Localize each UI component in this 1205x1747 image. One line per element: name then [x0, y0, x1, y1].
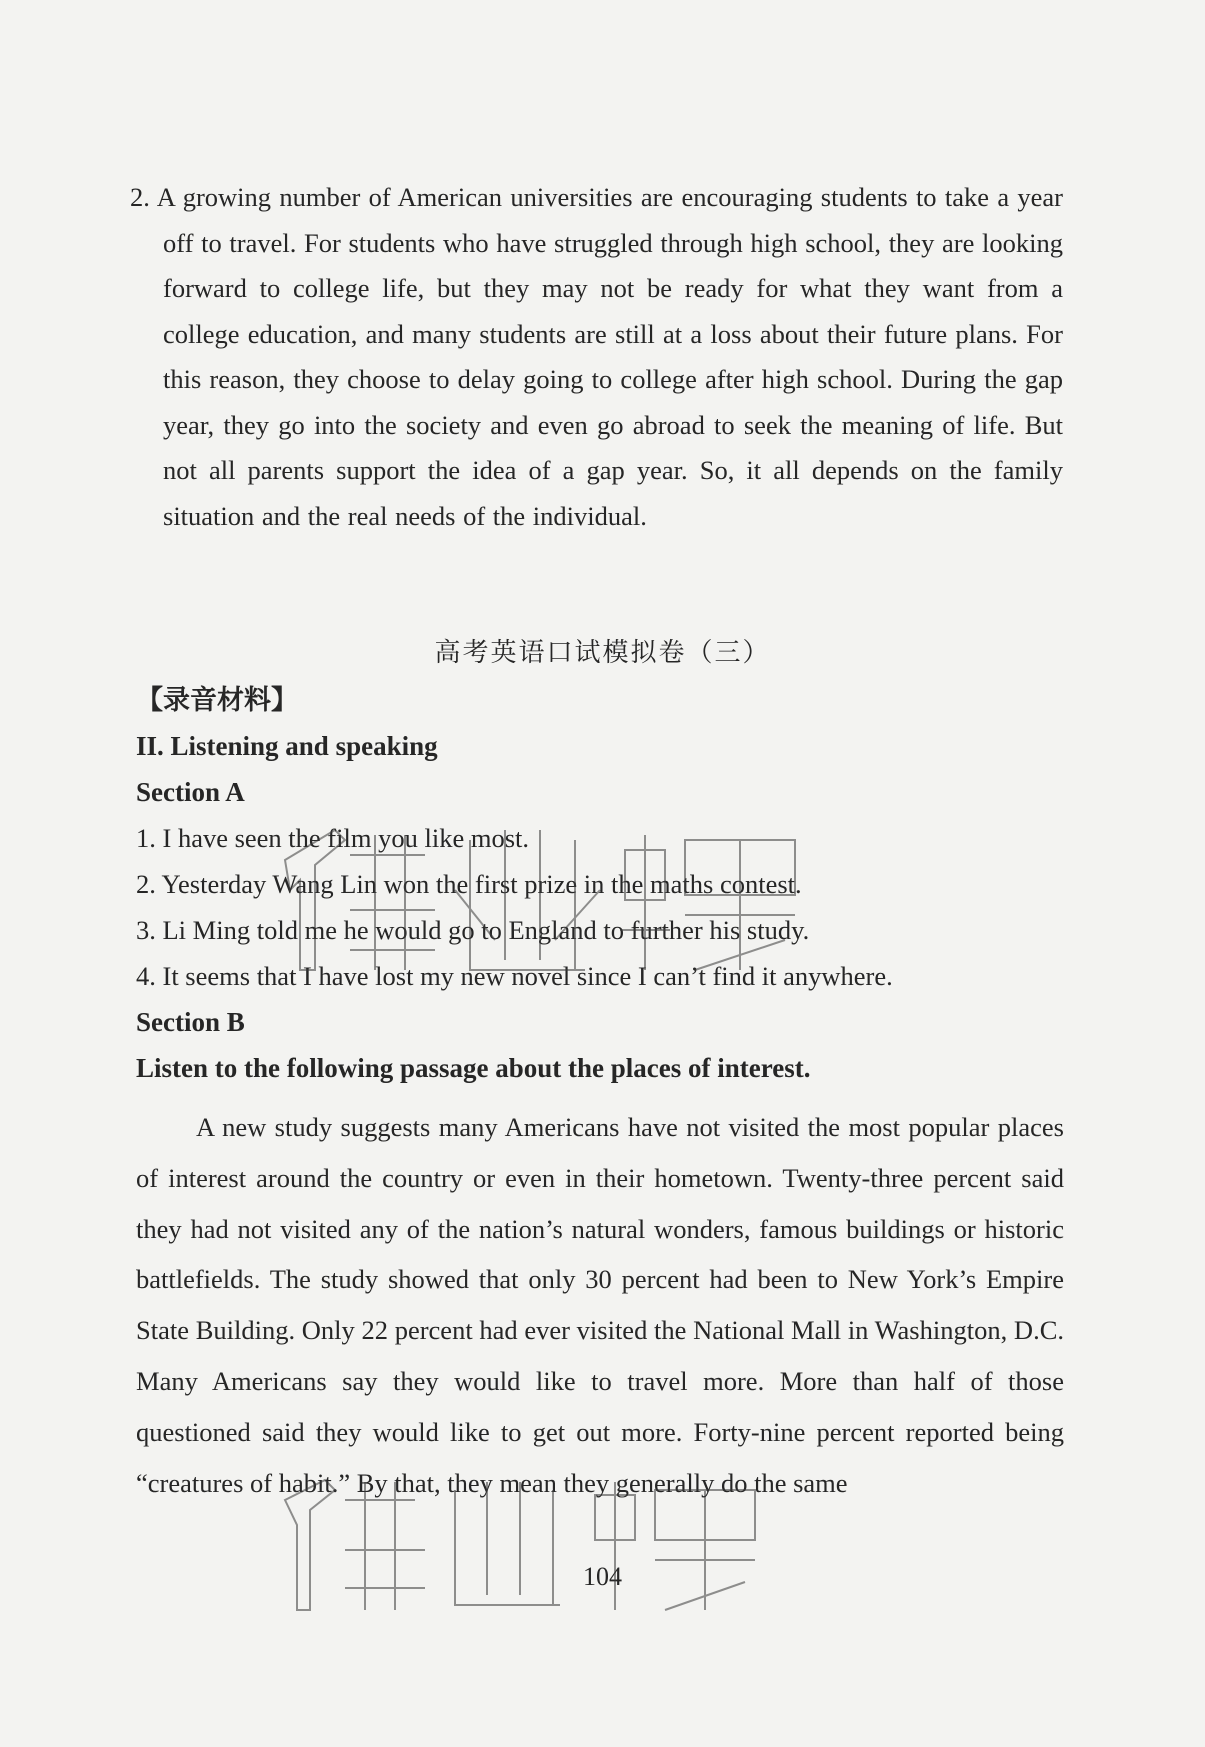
section-a-item-1: 1. I have seen the film you like most.: [136, 823, 529, 853]
section-b-passage: A new study suggests many Americans have not visited the most popular places of interest around the country or even in their hometown. Twenty-three percent said they had not visited any of the nation’s natural wonders, famous buildings or historic battlefields. The study showed that only 30 percent had been to New York’s Empire State Building. Only 22 percent had ever visited the National Mall in Washington, D.C. Many Americans say they would like to travel more. More than half of those questioned said they would like to get out more. Forty-nine percent reported being “creatures of habit.” By that, they mean they generally do the same: [136, 1112, 1064, 1498]
question-2-text: 2. A growing number of American universities are encouraging students to take a year off to travel. For students who have struggled through high school, they are looking forward to college life, but they may not be ready for what they want from a college education, and many students are still at a loss about their future plans. For this reason, they choose to delay going to college after high school. During the gap year, they go into the society and even go abroad to seek the meaning of life. But not all parents support the idea of a gap year. So, it all depends on the family situation and the real needs of the individual.: [130, 182, 1063, 531]
recording-material-heading: 【录音材料】: [136, 685, 298, 716]
section-b-instruction: Listen to the following passage about the places of interest.: [136, 1053, 811, 1083]
part-heading: II. Listening and speaking: [136, 731, 438, 761]
page-number: 104: [583, 1562, 622, 1591]
section-a-item-3: 3. Li Ming told me he would go to England to further his study.: [136, 915, 810, 945]
section-a-item-4: 4. It seems that I have lost my new novel since I can’t find it anywhere.: [136, 961, 893, 991]
section-a-heading: Section A: [136, 777, 245, 807]
exam-title: 高考英语口试模拟卷（三）: [434, 638, 771, 668]
section-a-item-2: 2. Yesterday Wang Lin won the first prize in the maths contest.: [136, 869, 802, 899]
section-b-heading: Section B: [136, 1007, 245, 1037]
